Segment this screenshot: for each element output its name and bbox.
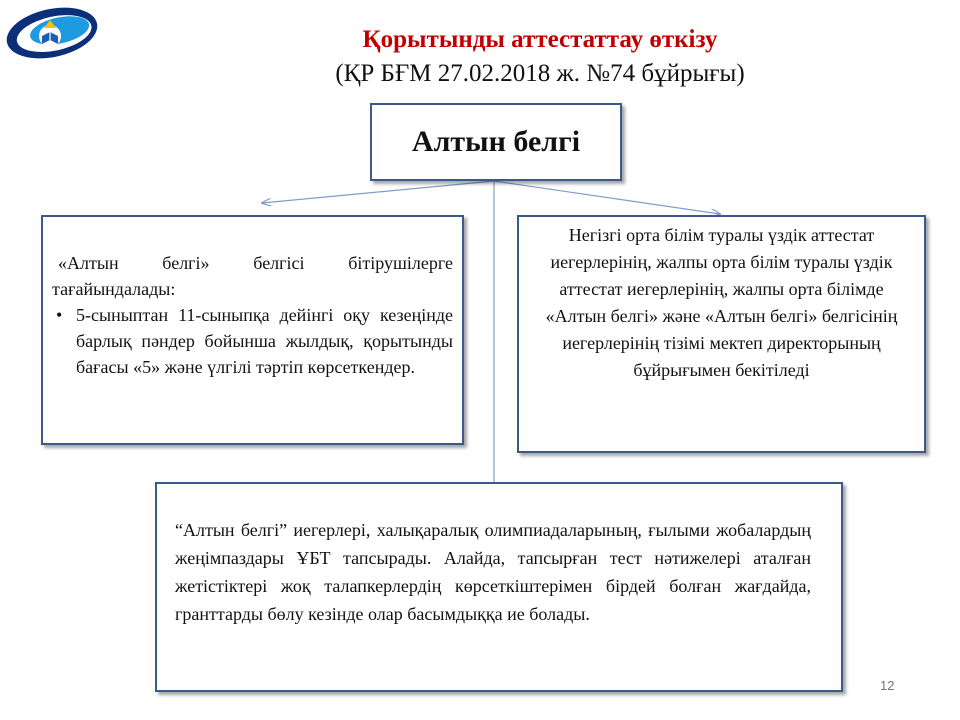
gold-medal-label: Алтын белгі [411,125,581,158]
bullet-icon: • [56,305,63,325]
slide-subtitle: (ҚР БҒМ 27.02.2018 ж. №74 бұйрығы) [335,60,745,87]
arrow-to-left-box [262,181,494,203]
approval-box [517,215,926,453]
unt-box [155,482,843,692]
award-criteria-box [41,215,464,445]
award-criteria-text: 5-сыныптан 11-сыныпқа дейінгі оқу кезеңінде барлық пәндер бойынша жылдық, қорытынды бағасы «5» және үлгілі тәртіп көрсеткендер. [76,305,453,377]
award-criteria-intro: «Алтын белгі» белгісі бітірушілерге тағайындалады: [52,253,453,299]
arrow-to-right-box [494,181,720,214]
gold-medal-box [370,103,622,181]
page-number: 12 [880,678,895,693]
unt-text: “Алтын белгі” иегерлері, халықаралық олимпиадаларының, ғылыми жобалардың жеңімпаздары ҰБТ тапсырады. Алайда, тапсырған тест нәтижелері аталған жетістіктері жоқ талапкерлердің көрсеткіштерімен бірдей болған жағдайда, гранттарды бөлу кезінде олар басымдыққа ие болады. [175,520,811,624]
approval-text: Негізгі орта білім туралы үздік аттестат иегерлерінің, жалпы орта білім туралы үздік аттестат иегерлерінің, жалпы орта білімде «Алтын белгі» және «Алтын белгі» белгісінің иегерлерінің тізімі мектеп директорының бұйрығымен бекітіледі [545,225,898,380]
slide-title: Қорытынды аттестаттау өткізу [362,26,718,53]
award-criteria-list [52,302,453,380]
list-item [56,302,453,380]
